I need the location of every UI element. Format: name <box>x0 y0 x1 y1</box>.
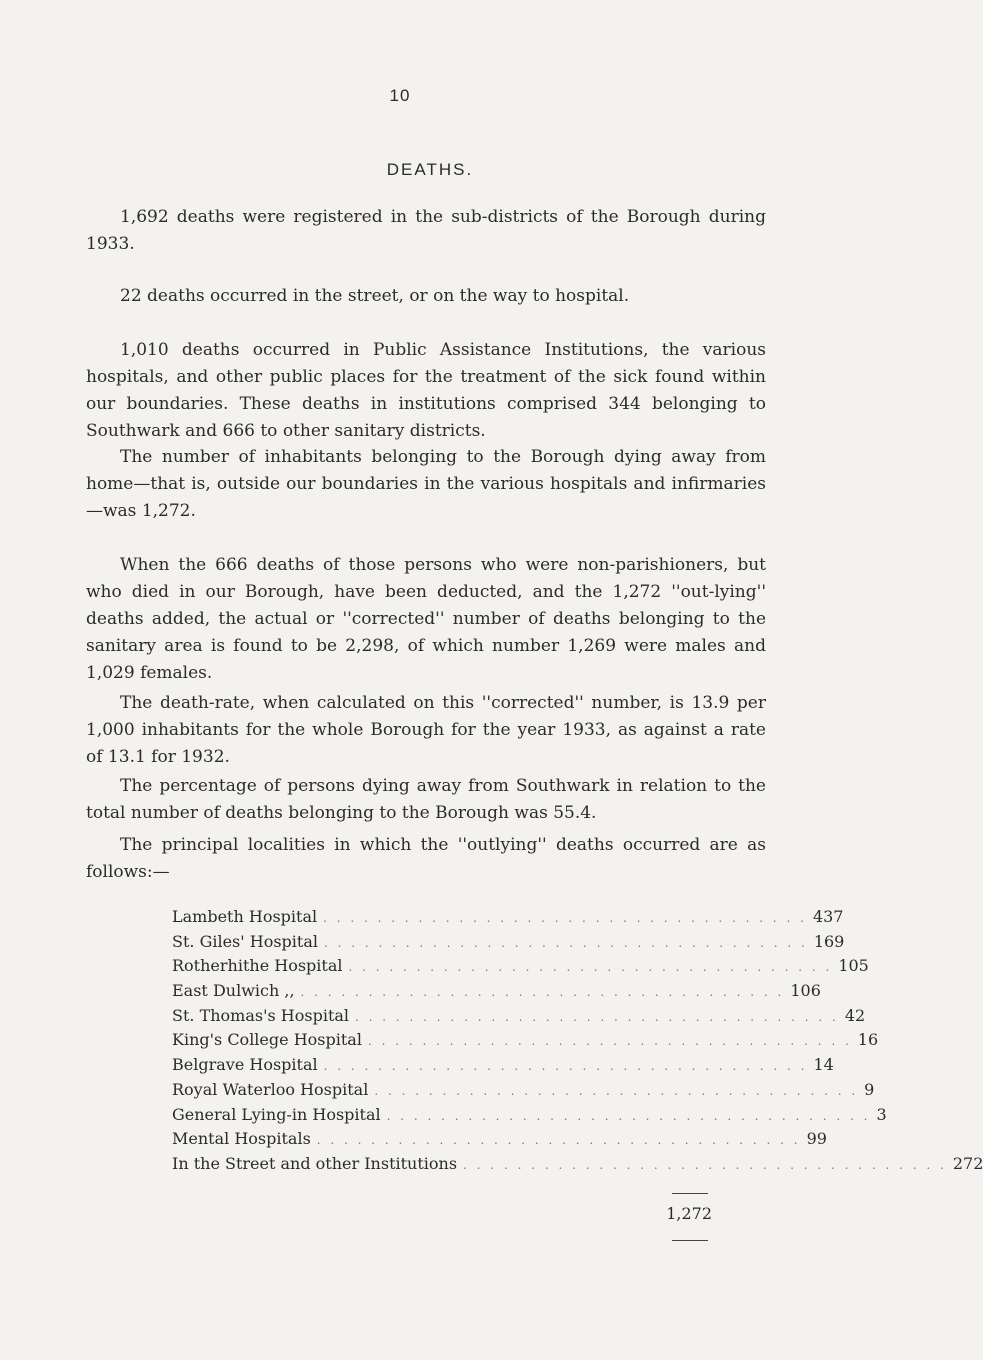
page-number: 10 <box>389 86 411 105</box>
locality-count: 272 <box>952 1153 983 1173</box>
locality-count: 105 <box>838 956 869 976</box>
locality-count: 3 <box>876 1104 887 1124</box>
paragraph-institution-deaths: 1,010 deaths occurred in Public Assistance Institutions, the various hospitals, and other public places for the treatment of the sick found within our boundaries. These deaths in institutions comprised 344 belonging to Southwark and 666 to other sanitary districts. <box>86 340 766 441</box>
paragraph-corrected-number: When the 666 deaths of those persons who were non-parishioners, but who died in our Borough, have been deducted, and the 1,272 ''out-lying'' deaths added, the actual or ''corrected'' number of deaths belonging to the sanitary area is found to be 2,298, of which number 1,269 were males and 1,029 females. <box>86 555 766 683</box>
leader-dots: . . . . . . . . . . . . . . . . . . . . . . . . . . . . . . . . . . . . <box>323 911 807 925</box>
table-row <box>172 1153 983 1179</box>
paragraph-away-from-home: The number of inhabitants belonging to the Borough dying away from home—that is, outside our boundaries in the various hospitals and infirmaries—was 1,272. <box>86 447 766 521</box>
paragraph-death-rate: The death-rate, when calculated on this ''corrected'' number, is 13.9 per 1,000 inhabitants for the whole Borough for the year 1933, as against a rate of 13.1 for 1932. <box>86 693 766 767</box>
leader-dots: . . . . . . . . . . . . . . . . . . . . . . . . . . . . . . . . . . . . <box>323 1059 808 1074</box>
table-row <box>172 1055 834 1080</box>
table-row <box>172 907 844 932</box>
locality-name: East Dulwich ,, <box>172 981 295 1001</box>
leader-dots: . . . . . . . . . . . . . . . . . . . . . . . . . . . . . . . . . . . . <box>386 1108 871 1123</box>
locality-name: St. Giles' Hospital <box>172 931 318 951</box>
total-rule-bottom <box>672 1240 708 1241</box>
localities-table <box>172 907 983 1179</box>
locality-count: 106 <box>790 981 821 1001</box>
locality-name: King's College Hospital <box>172 1030 362 1050</box>
table-row <box>172 931 845 957</box>
locality-count: 16 <box>857 1030 879 1050</box>
locality-name: General Lying-in Hospital <box>172 1104 381 1124</box>
locality-count: 14 <box>813 1055 834 1075</box>
table-row <box>172 1030 879 1055</box>
table-row <box>172 981 821 1006</box>
total-count: 1,272 <box>666 1204 712 1223</box>
locality-count: 169 <box>813 931 845 951</box>
locality-name: Mental Hospitals <box>172 1129 311 1149</box>
leader-dots: . . . . . . . . . . . . . . . . . . . . . . . . . . . . . . . . . . . . <box>316 1133 801 1148</box>
leader-dots: . . . . . . . . . . . . . . . . . . . . . . . . . . . . . . . . . . . . <box>463 1157 947 1172</box>
leader-dots: . . . . . . . . . . . . . . . . . . . . . . . . . . . . . . . . . . . . <box>367 1034 852 1049</box>
leader-dots: . . . . . . . . . . . . . . . . . . . . . . . . . . . . . . . . . . . . <box>348 960 833 975</box>
total-rule-top <box>672 1193 708 1194</box>
leader-dots: . . . . . . . . . . . . . . . . . . . . . . . . . . . . . . . . . . . . <box>300 985 785 1000</box>
locality-name: In the Street and other Institutions <box>172 1153 458 1173</box>
paragraph-street-deaths: 22 deaths occurred in the street, or on the way to hospital. <box>120 286 630 306</box>
paragraph-percentage: The percentage of persons dying away from Southwark in relation to the total number of deaths belonging to the Borough was 55.4. <box>86 776 766 823</box>
locality-name: Belgrave Hospital <box>172 1055 318 1075</box>
table-row <box>172 1005 866 1031</box>
locality-count: 42 <box>844 1005 866 1025</box>
leader-dots: . . . . . . . . . . . . . . . . . . . . . . . . . . . . . . . . . . . . <box>323 935 808 950</box>
locality-count: 437 <box>812 907 844 926</box>
paragraph-registered-deaths: 1,692 deaths were registered in the sub-districts of the Borough during 1933. <box>86 207 766 254</box>
page-title: DEATHS. <box>386 160 474 179</box>
table-row <box>172 956 869 981</box>
leader-dots: . . . . . . . . . . . . . . . . . . . . . . . . . . . . . . . . . . . . <box>355 1009 839 1024</box>
locality-count: 9 <box>864 1079 875 1099</box>
locality-name: St. Thomas's Hospital <box>172 1005 350 1025</box>
locality-name: Lambeth Hospital <box>172 907 318 926</box>
locality-count: 99 <box>806 1129 827 1149</box>
locality-name: Royal Waterloo Hospital <box>172 1079 369 1099</box>
locality-name: Rotherhithe Hospital <box>172 956 343 976</box>
table-row <box>172 1079 875 1105</box>
paragraph-localities-intro: The principal localities in which the ''outlying'' deaths occurred are as follows:— <box>86 835 766 882</box>
table-row <box>172 1129 827 1154</box>
leader-dots: . . . . . . . . . . . . . . . . . . . . . . . . . . . . . . . . . . . . <box>374 1083 859 1098</box>
table-row <box>172 1104 887 1130</box>
